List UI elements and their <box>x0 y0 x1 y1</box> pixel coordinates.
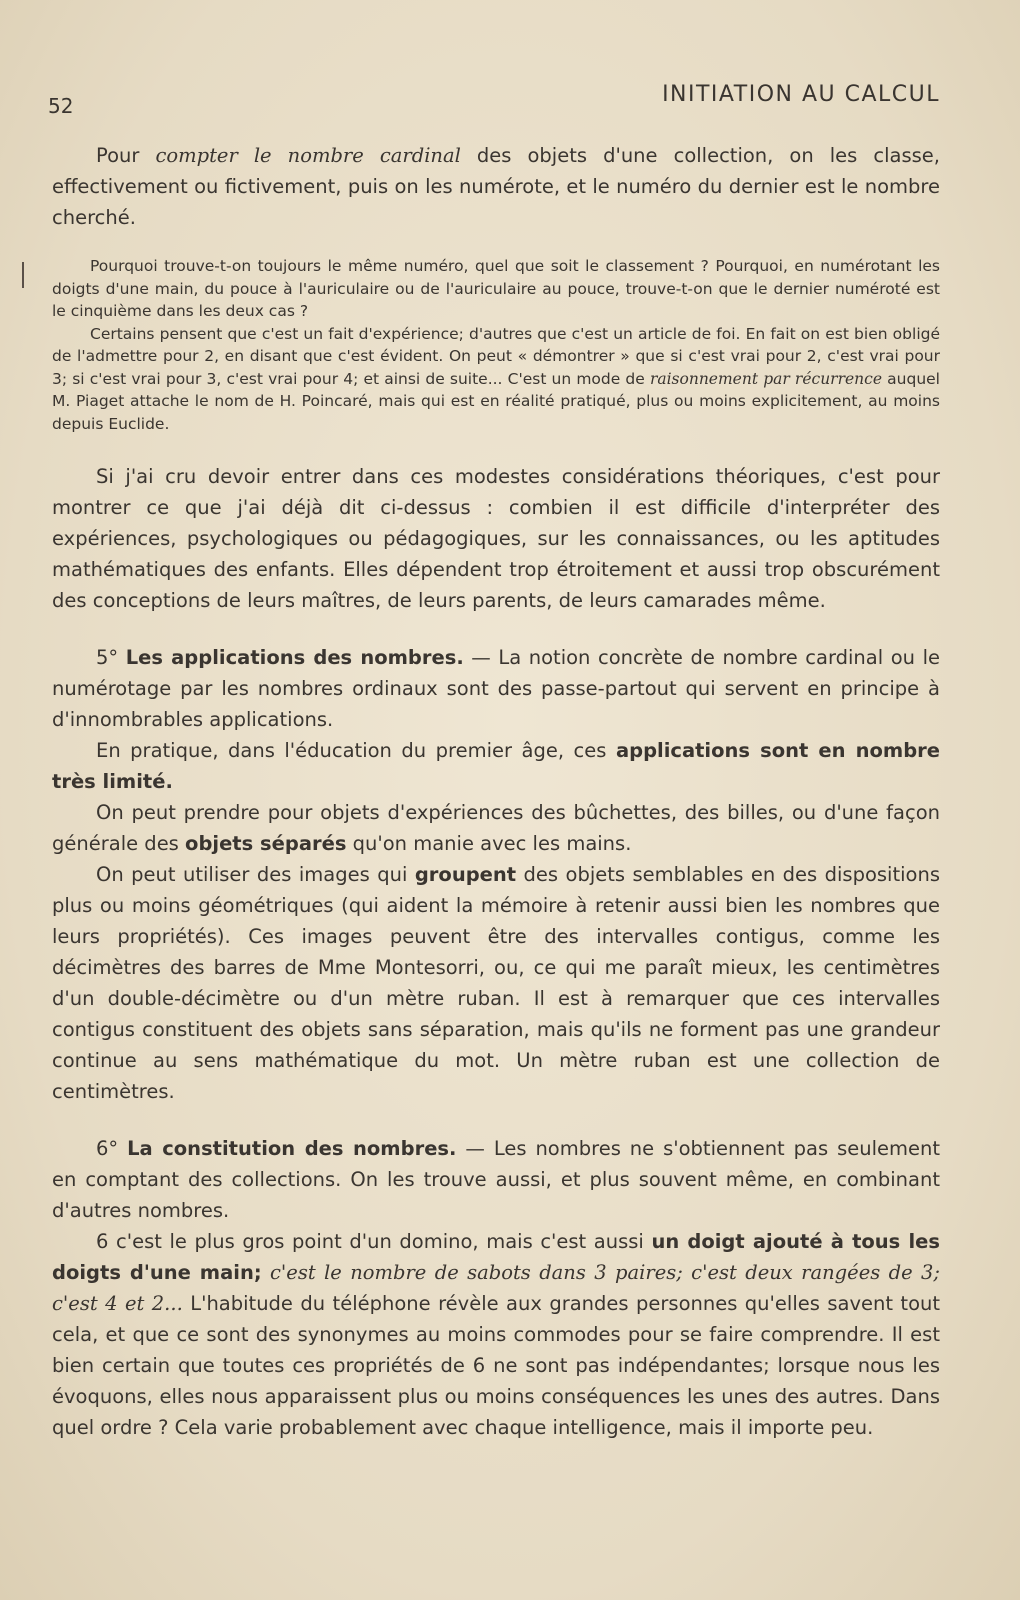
section-6-constitution <box>52 1133 940 1226</box>
section-heading: Les applications des nombres. <box>125 646 464 669</box>
paragraph-cardinal <box>52 140 940 233</box>
text-run: Si j'ai cru devoir entrer dans ces modestes considérations théoriques, c'est pour montrer ce que j'ai déjà dit ci-dessus : combien il est difficile d'interpréter des expériences, psychologiques ou pédagogiques, sur les connaissances, ou les aptitudes mathématiques des enfants. Elles dépendent trop étroitement et aussi trop obscurément des conceptions de leurs maîtres, de leurs parents, de leurs camarades même. <box>52 465 940 612</box>
text-run: En pratique, dans l'éducation du premier âge, ces <box>96 739 616 762</box>
text-run: — Les nombres ne s'obtiennent pas seulement en comptant des collections. On les trouve aussi, et plus souvent même, en combinant d'autres nombres. <box>52 1137 941 1222</box>
note-question <box>52 255 940 323</box>
section-number: 5° <box>96 646 126 669</box>
italic-phrase: c'est le nombre de sabots dans 3 paires; c'est deux rangées de 3; c'est 4 et 2... <box>52 1261 941 1315</box>
text-run: Certains pensent que c'est un fait d'expérience; d'autres que c'est un article de foi. En fait on est bien obligé de l'admettre pour 2, en disant que c'est évident. On peut « démontrer » que si c'est vrai pour 2, c'est vrai pour 3; si c'est vrai pour 3, c'est vrai pour 4; et ainsi de suite... C'est un mode de <box>52 324 940 388</box>
page-header <box>48 80 940 120</box>
text-run <box>262 1261 270 1284</box>
text-run: On peut utiliser des images qui <box>96 863 415 886</box>
bold-phrase: objets séparés <box>185 832 347 855</box>
text-run: qu'on manie avec les mains. <box>346 832 632 855</box>
paragraph-pratique <box>52 735 940 797</box>
text-run: des objets d'une collection, on les classe, effectivement ou fictivement, puis on les numérote, et le numéro du dernier est le nombre cherché. <box>52 144 940 229</box>
text-run: On peut prendre pour objets d'expériences des bûchettes, des billes, ou d'une façon générale des <box>52 801 940 855</box>
text-run: — La notion concrète de nombre cardinal ou le numérotage par les nombres ordinaux sont des passe-partout qui servent en principe à d'innombrables applications. <box>52 646 940 731</box>
bold-phrase: un doigt ajouté à tous les doigts d'une main; <box>52 1230 940 1284</box>
paragraph-domino <box>52 1226 940 1443</box>
text-run: L'habitude du téléphone révèle aux grandes personnes qu'elles savent tout cela, et que ce sont des synonymes au moins commodes pour se faire comprendre. Il est bien certain que toutes ces propriétés de 6 ne sont pas indépendantes; lorsque nous les évoquons, elles nous apparaissent plus ou moins conséquences les unes des autres. Dans quel ordre ? Cela varie probablement avec chaque intelligence, mais il importe peu. <box>52 1292 941 1439</box>
text-run: 6 c'est le plus gros point d'un domino, mais c'est aussi <box>96 1230 652 1253</box>
italic-term: compter le nombre cardinal <box>155 144 461 167</box>
margin-pencil-mark <box>22 262 24 288</box>
italic-term: raisonnement par récurrence <box>649 369 883 388</box>
bold-phrase: groupent <box>414 863 517 886</box>
paragraph-considerations <box>52 461 940 616</box>
section-heading: La constitution des nombres. <box>127 1137 457 1160</box>
text-run: Pour <box>96 144 156 167</box>
note-recurrence <box>52 323 940 436</box>
text-run: auquel M. Piaget attache le nom de H. Poincaré, mais qui est en réalité pratiqué, plus ou moins explicitement, au moins depuis Euclide. <box>52 369 940 433</box>
page-number: 52 <box>48 94 74 118</box>
paragraph-objets <box>52 797 940 859</box>
text-run: Pourquoi trouve-t-on toujours le même numéro, quel que soit le classement ? Pourquoi, en numérotant les doigts d'une main, du pouce à l'auriculaire ou de l'auriculaire au pouce, trouve-t-on que le dernier numéroté est le cinquième dans les deux cas ? <box>52 257 940 320</box>
section-number: 6° <box>96 1137 128 1160</box>
paragraph-images <box>52 859 940 1107</box>
page-body <box>52 140 940 1443</box>
text-run: des objets semblables en des dispositions plus ou moins géométriques (qui aident la mémoire à retenir aussi bien les nombres que leurs propriétés). Ces images peuvent être des intervalles contigus, comme les décimètres des barres de Mme Montesorri, ou, ce qui me paraît mieux, les centimètres d'un double-décimètre ou d'un mètre ruban. Il est à remarquer que ces intervalles contigus constituent des objets sans séparation, mais qu'ils ne forment pas une grandeur continue au sens mathématique du mot. Un mètre ruban est une collection de centimètres. <box>52 863 940 1103</box>
bold-phrase: applications sont en nombre très limité. <box>52 739 940 793</box>
running-head: INITIATION AU CALCUL <box>662 82 940 107</box>
section-5-applications <box>52 642 940 735</box>
